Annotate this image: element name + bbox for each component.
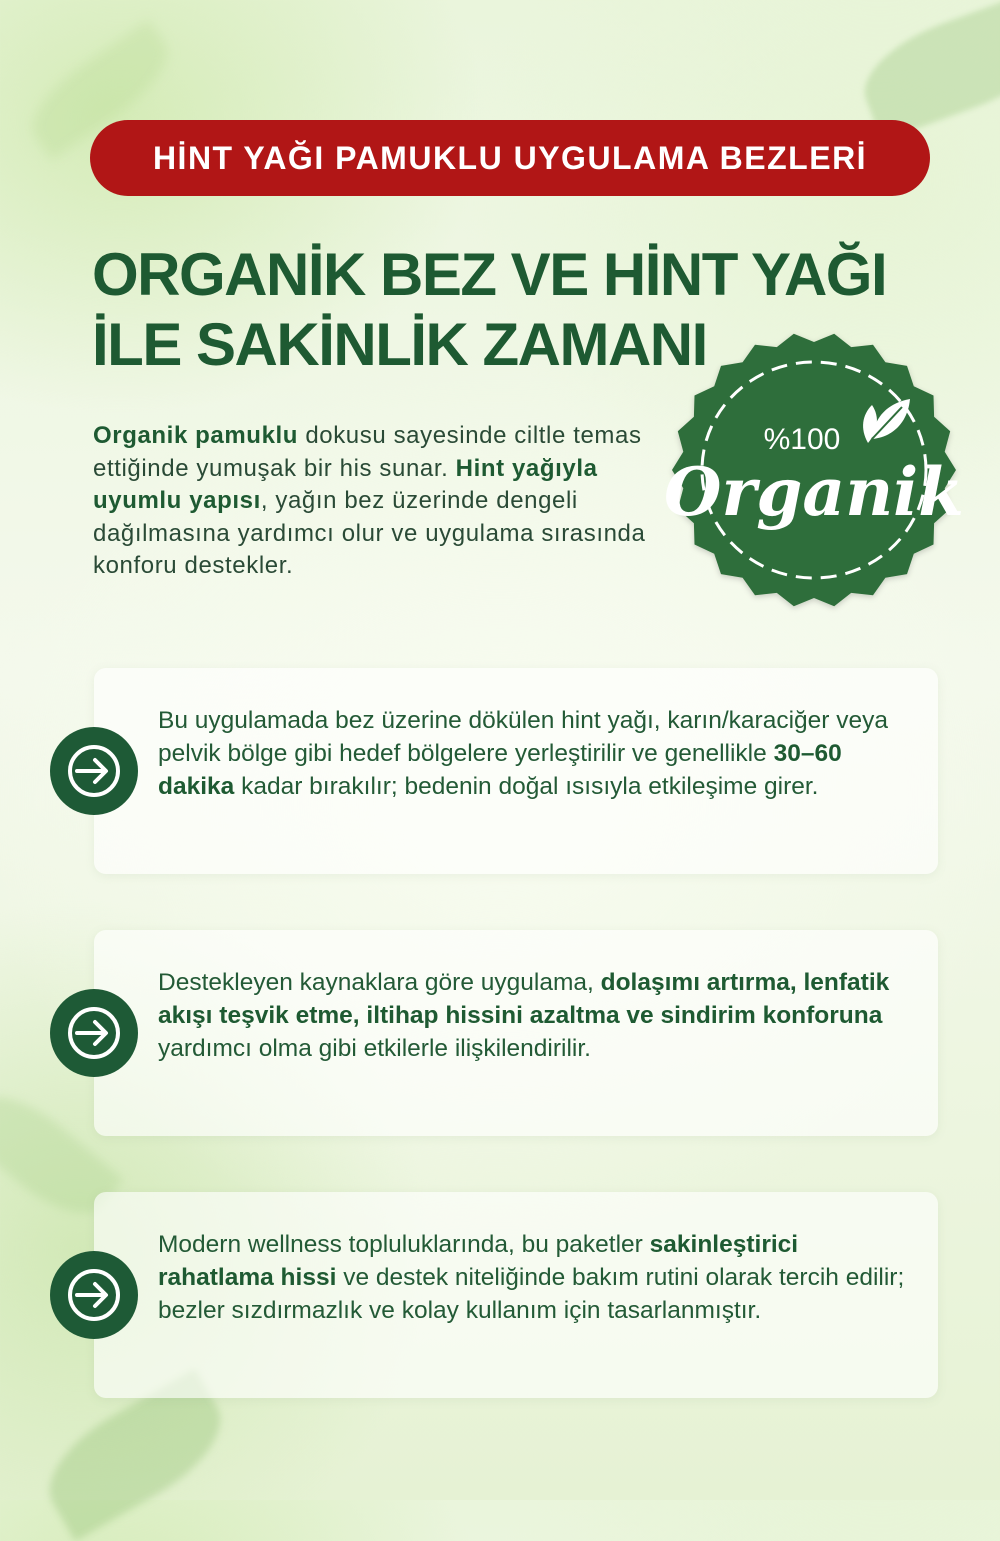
- organic-badge: [664, 325, 964, 615]
- intro-bold-1: Organik pamuklu: [93, 422, 299, 449]
- headline-line-2: İLE SAKİNLİK ZAMANI: [92, 311, 707, 378]
- card-text-bold: sakinleştirici rahatlama hissi: [158, 1231, 799, 1291]
- arrow-right-circle-icon: [50, 727, 138, 815]
- info-card: [94, 930, 938, 1136]
- intro-paragraph: [93, 420, 653, 583]
- headline-line-1: ORGANİK BEZ VE HİNT YAĞI: [92, 241, 887, 308]
- card-text: [158, 1228, 918, 1327]
- card-text-part: Destekleyen kaynaklara göre uygulama,: [158, 969, 601, 996]
- arrow-right-circle-icon: [50, 1251, 138, 1339]
- intro-text-2: , yağın bez üzerinde dengeli dağılmasına yardımcı olur ve uygulama sırasında konforu destekler.: [93, 487, 646, 579]
- card-text-part: Bu uygulamada bez üzerine dökülen hint yağı, karın/karaciğer veya pelvik bölge gibi hedef bölgelere yerleştirilir ve genellikle: [158, 707, 888, 767]
- intro-bold-2: Hint yağıyla uyumlu yapısı: [93, 454, 598, 514]
- card-text-part: Modern wellness topluluklarında, bu paketler: [158, 1231, 650, 1258]
- badge-percent: %100: [763, 423, 841, 456]
- card-text: [158, 966, 918, 1065]
- banner-title: HİNT YAĞI PAMUKLU UYGULAMA BEZLERİ: [152, 139, 868, 176]
- intro-text-1: dokusu sayesinde ciltle temas ettiğinde yumuşak bir his sunar.: [93, 422, 642, 482]
- card-text-bold: 30–60 dakika: [158, 740, 842, 800]
- card-text: [158, 704, 918, 803]
- card-text-part: ve destek niteliğinde bakım rutini olarak tercih edilir; bezler sızdırmazlık ve kolay kullanım için tasarlanmıştır.: [158, 1264, 905, 1324]
- card-text-bold: dolaşımı artırma, lenfatik akışı teşvik etme, iltihap hissini azaltma ve sindirim konforuna: [158, 969, 890, 1029]
- info-card: [94, 668, 938, 874]
- card-text-part: yardımcı olma gibi etkilerle ilişkilendirilir.: [158, 1035, 591, 1062]
- badge-word: Organik: [664, 453, 964, 531]
- title-banner: [90, 120, 930, 196]
- arrow-right-circle-icon: [50, 989, 138, 1077]
- info-card: [94, 1192, 938, 1398]
- card-text-part: kadar bırakılır; bedenin doğal ısısıyla etkileşime girer.: [234, 773, 819, 800]
